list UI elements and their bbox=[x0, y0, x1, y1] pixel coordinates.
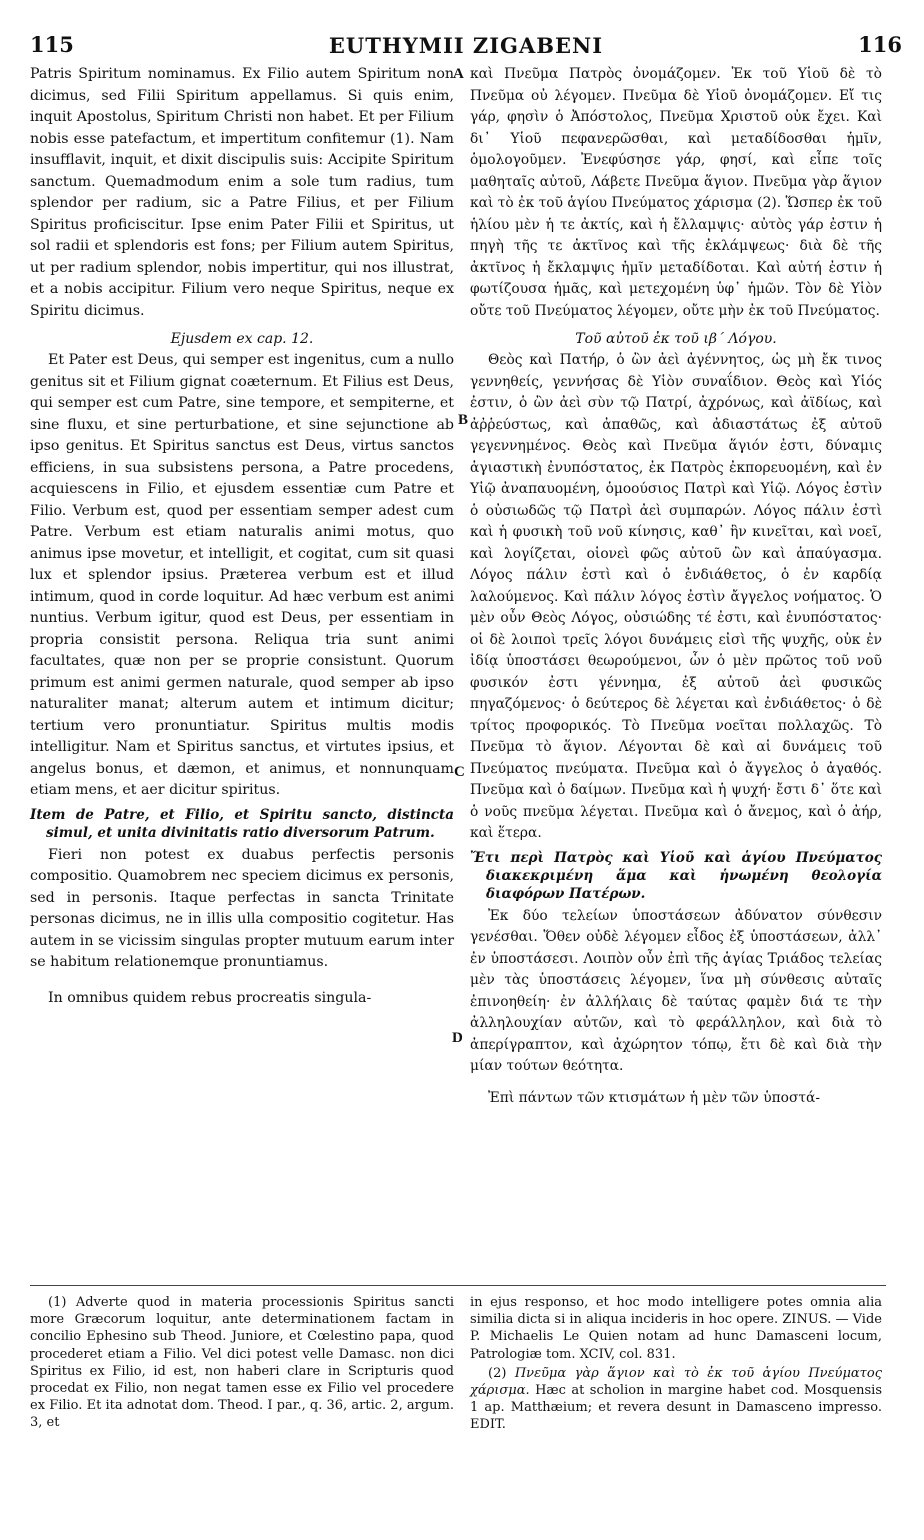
footnote-2-text: Hæc at scholion in margine habet cod. Mosquensis 1 ap. Matthæium; et revera desunt in Damasceno impresso. EDIT. bbox=[470, 1383, 883, 1433]
margin-letter-b: B bbox=[458, 412, 469, 428]
latin-paragraph-4: In omnibus quidem rebus procreatis singula- bbox=[48, 989, 372, 1006]
footnote-1-continued: in ejus responso, et hoc modo intelligere potes omnia alia similia dicta si in aliqua incideris in hoc opere. ZINUS. — Vide P. Michaelis Le Quien notam ad hunc Damasceni locum, Patrologiæ tom. XCIV, col. 831. bbox=[470, 1295, 882, 1362]
greek-subheading-1: Τοῦ αὐτοῦ ἐκ τοῦ ιβ´ Λόγου. bbox=[575, 331, 777, 347]
footnote-right bbox=[470, 1294, 882, 1434]
margin-letter-a: A bbox=[453, 66, 464, 82]
latin-subheading-1: Ejusdem ex cap. 12. bbox=[170, 331, 314, 347]
greek-paragraph-1: καὶ Πνεῦμα Πατρὸς ὀνομάζομεν. Ἐκ τοῦ Υἱοῦ δὲ τὸ Πνεῦμα οὐ λέγομεν. Πνεῦμα δὲ Υἱοῦ ὀνομάζομεν. Εἴ τις γάρ, φησὶν ὁ Ἀπόστολος, Πνεῦμα Χριστοῦ οὐκ ἔχει. Καὶ δι᾽ Υἱοῦ πεφανερῶσθαι, καὶ μεταδίδοσθαι ἡμῖν, ὁμολογοῦμεν. Ἐνεφύσησε γάρ, φησί, καὶ εἶπε τοῖς μαθηταῖς αὐτοῦ, Λάβετε Πνεῦμα ἅγιον. Πνεῦμα γὰρ ἅγιον καὶ τὸ ἐκ τοῦ ἁγίου Πνεύματος χάρισμα (2). Ὥσπερ ἐκ τοῦ ἡλίου μὲν ἡ τε ἀκτίς, καὶ ἡ ἔλλαμψις· αὐτὸς γάρ ἐστιν ἡ πηγὴ τῆς τε ἀκτῖνος καὶ τῆς ἐκλάμψεως· διὰ δὲ τῆς ἀκτῖνος ἡ ἔκλαμψις ἡμῖν μεταδίδοται. Καὶ αὐτή ἐστιν ἡ φωτίζουσα ἡμᾶς, καὶ μετεχομένη ὑφ᾽ ἡμῶν. Τὸν δὲ Υἱὸν οὔτε τοῦ Πνεύματος λέγομεν, οὔτε μὴν ἐκ τοῦ Πνεύματος. bbox=[470, 66, 882, 319]
margin-letter-d: D bbox=[452, 1030, 463, 1046]
greek-paragraph-2: Θεὸς καὶ Πατήρ, ὁ ὢν ἀεὶ ἀγέννητος, ὡς μὴ ἔκ τινος γεννηθείς, γεννήσας δὲ Υἱὸν συναΐδιον. Θεὸς καὶ Υἱός ἐστιν, ὁ ὢν ἀεὶ σὺν τῷ Πατρί, ἀχρόνως, καὶ ἀϊδίως, καὶ ἀῤῥεύστως, καὶ ἀπαθῶς, καὶ ἀδιαστάτως ἐξ αὐτοῦ γεγεννημένος. Θεὸς καὶ Πνεῦμα ἅγιόν ἐστι, δύναμις ἁγιαστικὴ ἐνυπόστατος, ἐκ Πατρὸς ἐκπορευομένη, καὶ ἐν Υἱῷ ἀναπαυομένη, ὁμοούσιος Πατρὶ καὶ Υἱῷ. Λόγος ἐστὶν ὁ οὐσιωδῶς τῷ Πατρὶ ἀεὶ συμπαρών. Λόγος πάλιν ἐστὶ καὶ ἡ φυσικὴ τοῦ νοῦ κίνησις, καθ᾽ ἣν κινεῖται, καὶ νοεῖ, καὶ λογίζεται, οἱονεὶ φῶς αὐτοῦ ὢν καὶ ἀπαύγασμα. Λόγος πάλιν ἐστὶ καὶ ὁ ἐνδιάθετος, ὁ ἐν καρδίᾳ λαλούμενος. Καὶ πάλιν λόγος ἐστὶν ἄγγελος νοήματος. Ὁ μὲν οὖν Θεὸς Λόγος, οὐσιώδης τέ ἐστι, καὶ ἐνυπόστατος· οἱ δὲ λοιποὶ τρεῖς λόγοι δυνάμεις εἰσὶ τῆς ψυχῆς, οὐκ ἐν ἰδίᾳ ὑποστάσει θεωρούμενοι, ὧν ὁ μὲν πρῶτος τοῦ νοῦ φυσικόν ἐστι γέννημα, ἐξ αὐτοῦ ἀεὶ φυσικῶς πηγαζόμενος· ὁ δεύτερος δὲ λέγεται καὶ ἐνδιάθετος· ὁ δὲ τρίτος προφορικός. Τὸ Πνεῦμα νοεῖται πολλαχῶς. Τὸ Πνεῦμα τὸ ἅγιον. Λέγονται δὲ καὶ αἱ δυνάμεις τοῦ Πνεύματος πνεύματα. Πνεῦμα καὶ ὁ ἄγγελος ὁ ἀγαθός. Πνεῦμα καὶ ὁ δαίμων. Πνεῦμα καὶ ἡ ψυχή· ἔστι δ᾽ ὅτε καὶ ὁ νοῦς πνεῦμα λέγεται. Πνεῦμα καὶ ὁ ἄνεμος, καὶ ὁ ἀήρ, καὶ ἕτερα. bbox=[470, 352, 882, 841]
footnote-left bbox=[30, 1294, 454, 1432]
latin-paragraph-2: Et Pater est Deus, qui semper est ingenitus, cum a nullo genitus sit et Filium gignat coæternum. Et Filius est Deus, qui semper est cum Patre, sine tempore, et sempiterne, et sine fluxu, et sine perturbatione, et sine sejunctione ab ipso genitus. Et Spiritus sanctus est Deus, virtus sanctos efficiens, in sua subsistens persona, a Patre procedens, acquiescens in Filio, et ejusdem essentiæ cum Patre et Filio. Verbum est, quod per essentiam semper adest cum Patre. Verbum est etiam naturalis animi motus, quo animus ipse movetur, et intelligit, et cogitat, cum sit quasi lux et splendor ipsius. Præterea verbum est et illud intimum, quod in corde loquitur. Ad hæc verbum est animi nuntius. Verbum igitur, quod est Deus, per essentiam in propria consistit persona. Reliqua tria sunt animi facultates, quæ non per se proprie consistunt. Quorum primum est animi germen naturale, quod semper ab ipso naturaliter manat; alterum autem et intimum dicitur; tertium vero pronuntiatur. Spiritus multis modis intelligitur. Nam et Spiritus sanctus, et virtutes ipsius, et angelus bonus, et dæmon, et animus, et nonnunquam etiam mens, et aer dicitur spiritus. bbox=[30, 352, 454, 798]
footnote-2 bbox=[470, 1365, 882, 1434]
greek-section-title: Ἔτι περὶ Πατρὸς καὶ Υἱοῦ καὶ ἁγίου Πνεύματος διακεκριμένη ἅμα καὶ ἡνωμένη θεολογία διαφόρων Πατέρων. bbox=[470, 849, 882, 902]
greek-column bbox=[470, 64, 882, 1109]
greek-paragraph-3: Ἐκ δύο τελείων ὑποστάσεων ἀδύνατον σύνθεσιν γενέσθαι. Ὅθεν οὐδὲ λέγομεν εἶδος ἐξ ὑποστάσεων, ἀλλ᾽ ἐν ὑποστάσεσι. Λοιπὸν οὖν ἐπὶ τῆς ἁγίας Τριάδος τελείας μὲν τὰς ὑποστάσεις λέγομεν, ἵνα μὴ σύνθεσις αὐταῖς ἐπινοηθείη· ἐν ἀλλήλαις δὲ ταύτας φαμὲν διά τε τὴν ἀλληλουχίαν αὐτῶν, καὶ τὸ φεράλληλον, καὶ διὰ τὸ ἀπερίγραπτον, καὶ ἀχώρητον τόπῳ, ἔτι δὲ καὶ διὰ τὴν μίαν τούτων θεότητα. bbox=[470, 907, 882, 1074]
latin-paragraph-1: Patris Spiritum nominamus. Ex Filio autem Spiritum non dicimus, sed Filii Spiritum appellamus. Si quis enim, inquit Apostolus, Spiritum Christi non habet. Et per Filium nobis esse patefactum, et impertitum confitemur (1). Nam insufflavit, inquit, et dixit discipulis suis: Accipite Spiritum sanctum. Quemadmodum enim a sole tum radius, tum splendor per radium, sic a Patre Filius, et per Filium Spiritus proficiscitur. Ipse enim Pater Filii et Spiritus, ut sol radii et splendoris est fons; per Filium autem Spiritus, ut per radium splendor, nobis impertitur, qui nos illustrat, et a nobis accipitur. Filium vero neque Spiritus, neque ex Spiritu dicimus. bbox=[30, 66, 454, 319]
page-number-left: 115 bbox=[30, 32, 74, 57]
running-header bbox=[30, 32, 902, 62]
margin-letter-c: C bbox=[454, 764, 465, 780]
footnote-divider bbox=[30, 1285, 886, 1286]
greek-paragraph-4: Ἐπὶ πάντων τῶν κτισμάτων ἡ μὲν τῶν ὑποστά- bbox=[488, 1089, 820, 1106]
footnote-1: (1) Adverte quod in materia processionis Spiritus sancti more Græcorum loquitur, ante determinationem factam in concilio Ephesino sub Theod. Juniore, et Cœlestino papa, quod procederet etiam a Filio. Vel dici potest velle Damasc. non dici Spiritus ex Filio, id est, non haberi clare in Scripturis quod procedat ex Filio, non negat tamen esse ex Filio vel procedere ex Filio. Et ita adnotat dom. Theod. I par., q. 36, artic. 2, argum. 3, et bbox=[30, 1295, 454, 1431]
footnote-2-number: (2) bbox=[488, 1365, 507, 1381]
latin-section-title: Item de Patre, et Filio, et Spiritu sancto, distincta simul, et unita divinitatis ratio diversorum Patrum. bbox=[30, 806, 454, 841]
running-title: EUTHYMII ZIGABENI bbox=[328, 33, 604, 58]
latin-paragraph-3: Fieri non potest ex duabus perfectis personis compositio. Quamobrem nec speciem dicimus ex personis, sed in personis. Itaque perfectas in sancta Trinitate personas dicimus, ne in illis ulla compositio cogitetur. Has autem in se vicissim singulas propter mutuum earum inter se habitum relationemque pronuntiamus. bbox=[30, 846, 454, 970]
latin-column bbox=[30, 64, 454, 1009]
footnote-2-greek: Πνεῦμα γὰρ ἅγιον καὶ τὸ ἐκ τοῦ ἁγίου Πνεύματος χάρισμα. bbox=[470, 1365, 882, 1399]
page-number-right: 116 bbox=[858, 32, 902, 57]
